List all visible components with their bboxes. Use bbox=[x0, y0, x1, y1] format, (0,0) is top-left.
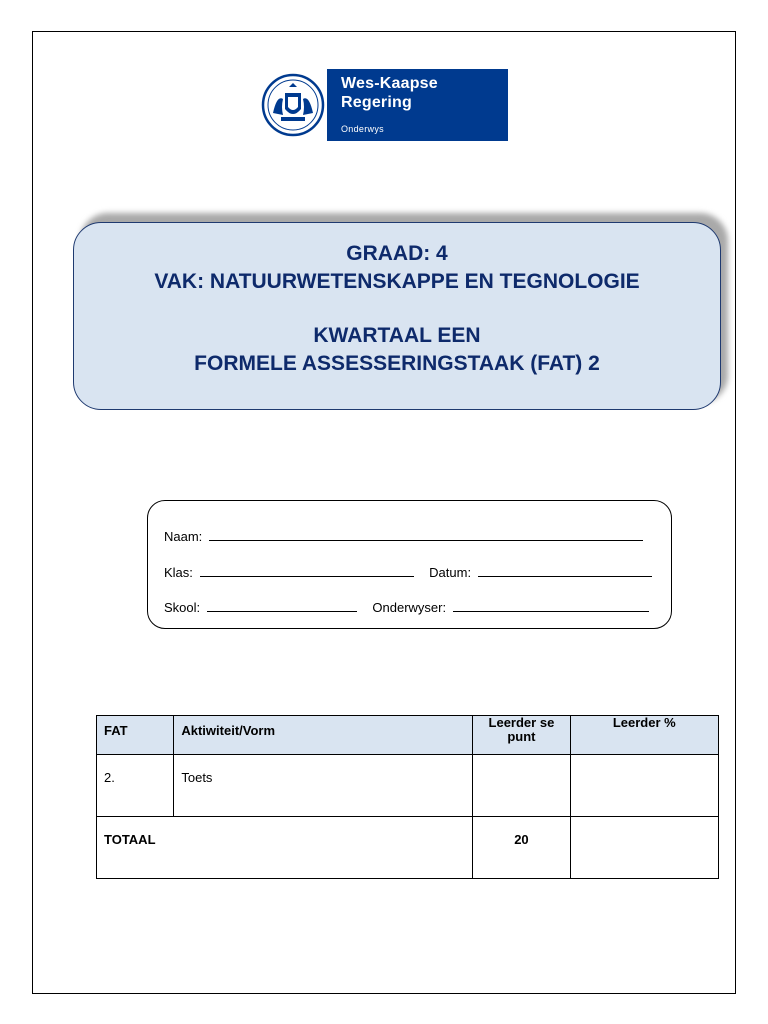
total-punt: 20 bbox=[473, 817, 570, 879]
datum-field[interactable] bbox=[478, 566, 652, 577]
coat-of-arms-icon bbox=[261, 73, 325, 137]
naam-field[interactable] bbox=[209, 530, 643, 541]
crest-box bbox=[259, 69, 327, 141]
logo-title-line1: Wes-Kaapse bbox=[341, 75, 438, 92]
logo-subtitle: Onderwys bbox=[341, 124, 384, 134]
term-heading: KWARTAAL EEN bbox=[313, 324, 481, 347]
logo-text bbox=[327, 69, 438, 141]
grade-heading: GRAAD: 4 bbox=[346, 242, 448, 265]
naam-row bbox=[164, 529, 643, 544]
total-row bbox=[97, 817, 719, 879]
datum-label: Datum: bbox=[429, 565, 472, 580]
skool-label: Skool: bbox=[164, 600, 201, 615]
learner-info-box bbox=[147, 500, 672, 629]
onderwyser-label: Onderwyser: bbox=[372, 600, 447, 615]
cell-aktiwiteit: Toets bbox=[174, 755, 473, 817]
cell-punt[interactable] bbox=[473, 755, 570, 817]
banner-spacer bbox=[74, 296, 720, 322]
task-heading: FORMELE ASSESSERINGSTAAK (FAT) 2 bbox=[194, 352, 600, 375]
klas-field[interactable] bbox=[200, 566, 414, 577]
naam-label: Naam: bbox=[164, 529, 203, 544]
cell-fat: 2. bbox=[97, 755, 174, 817]
marks-table bbox=[96, 715, 719, 879]
skool-field[interactable] bbox=[207, 601, 357, 612]
table-row bbox=[97, 755, 719, 817]
onderwyser-field[interactable] bbox=[453, 601, 649, 612]
klas-datum-row bbox=[164, 565, 652, 580]
header-aktiwiteit: Aktiwiteit/Vorm bbox=[174, 716, 473, 755]
total-label: TOTAAL bbox=[97, 817, 473, 879]
table-header-row bbox=[97, 716, 719, 755]
cell-persent[interactable] bbox=[570, 755, 718, 817]
skool-onderwyser-row bbox=[164, 600, 649, 615]
header-persent: Leerder % bbox=[570, 716, 718, 755]
header-fat: FAT bbox=[97, 716, 174, 755]
total-persent[interactable] bbox=[570, 817, 718, 879]
logo-title-line2: Regering bbox=[341, 94, 412, 111]
subject-heading: VAK: NATUURWETENSKAPPE EN TEGNOLOGIE bbox=[154, 270, 640, 293]
header-punt: Leerder se punt bbox=[473, 716, 570, 755]
title-banner bbox=[73, 222, 721, 410]
klas-label: Klas: bbox=[164, 565, 193, 580]
government-logo bbox=[259, 69, 508, 141]
